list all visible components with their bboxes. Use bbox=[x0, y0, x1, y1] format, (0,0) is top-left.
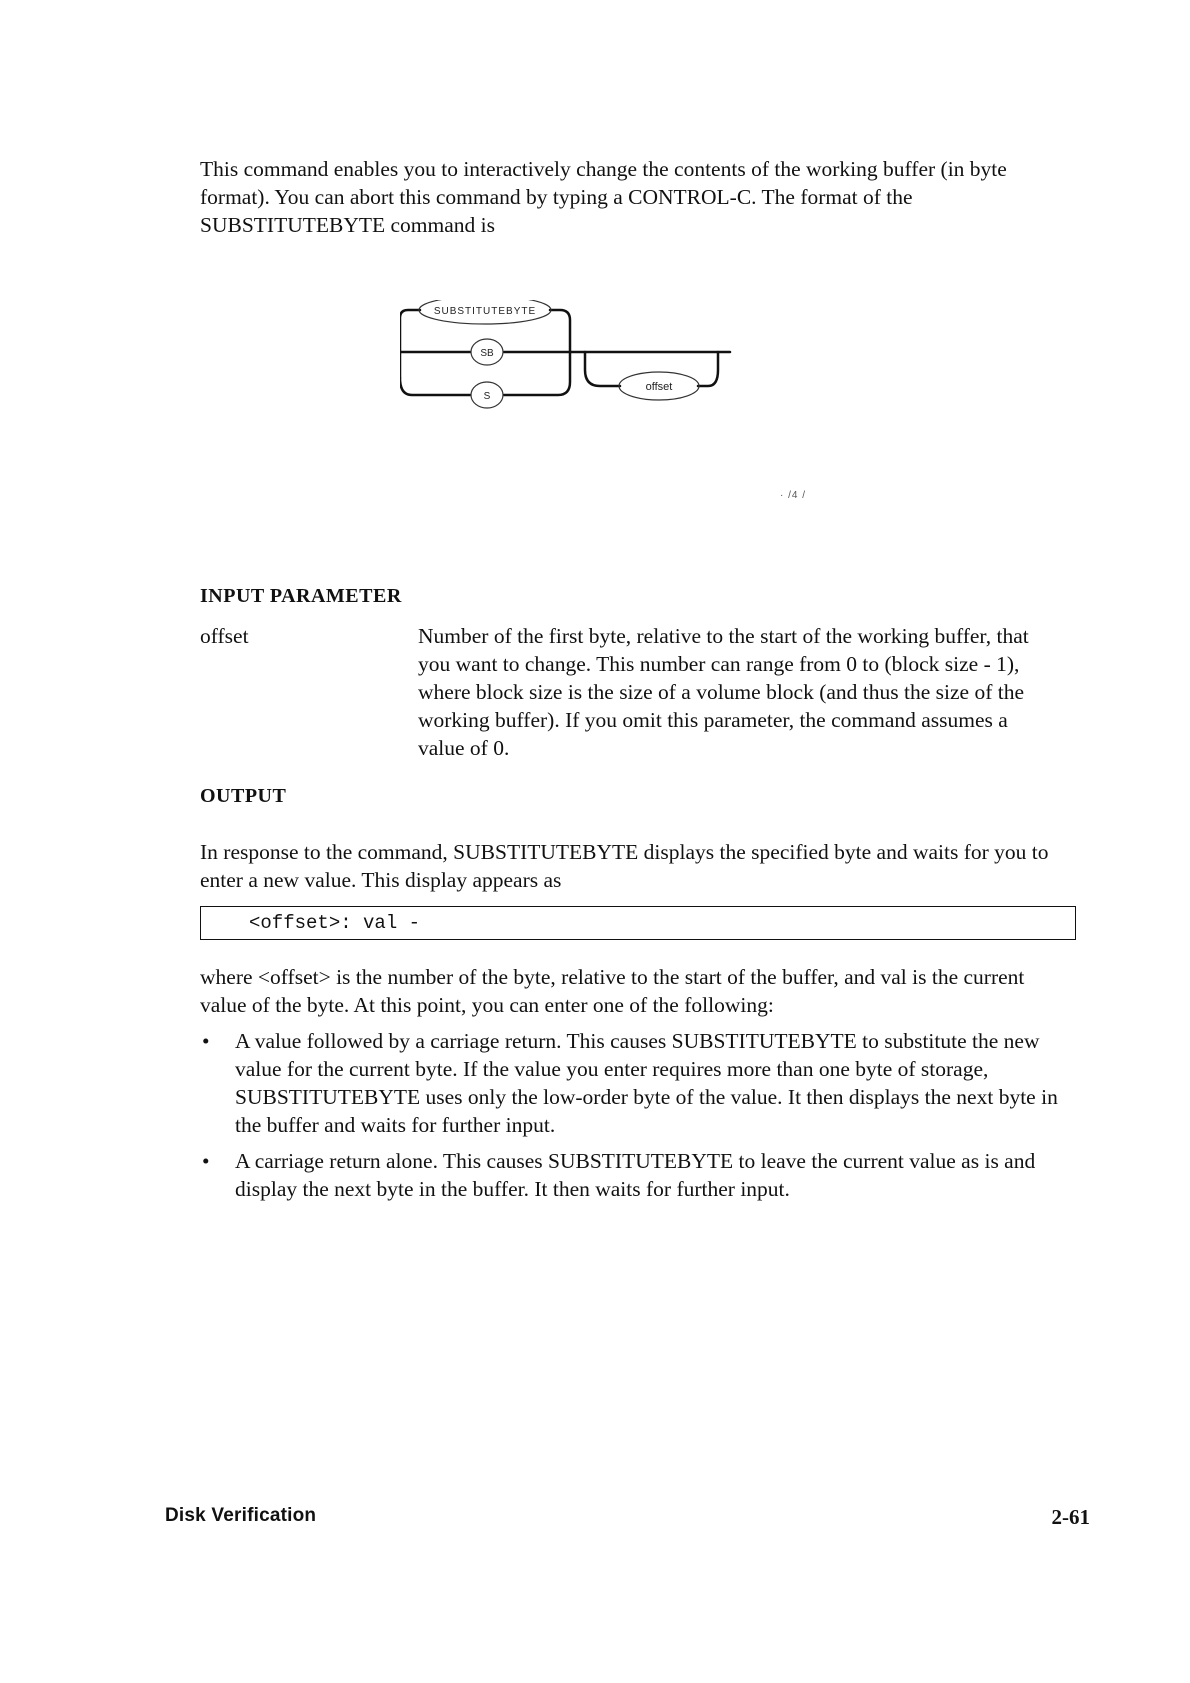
code-display-box bbox=[200, 906, 1076, 940]
keyword-s: S bbox=[483, 391, 491, 402]
input-parameter-heading: INPUT PARAMETER bbox=[200, 585, 402, 607]
param-description: Number of the first byte, relative to the start of the working buffer, that you want to change. This number can range from 0 to (block size - 1), where block size is the size of a volume block (and thus the size of the working buffer). If you omit this parameter, the command assumes a value of 0. bbox=[418, 624, 1029, 760]
footer-section-title: Disk Verification bbox=[165, 1505, 317, 1526]
bullet-icon: • bbox=[202, 1029, 210, 1053]
output-paragraph: In response to the command, SUBSTITUTEBYTE displays the specified byte and waits for you to enter a new value. This display appears as bbox=[200, 840, 1049, 892]
figure-id: · /4 / bbox=[780, 490, 807, 501]
keyword-substitutebyte: SUBSTITUTEBYTE bbox=[433, 306, 537, 317]
footer-page-number: 2-61 bbox=[1051, 1505, 1090, 1529]
syntax-diagram bbox=[400, 300, 820, 510]
code-line: <offset>: val - bbox=[249, 912, 421, 934]
list-item-text: A carriage return alone. This causes SUBSTITUTEBYTE to leave the current value as is and display the next byte in the buffer. It then waits for further input. bbox=[235, 1149, 1036, 1201]
where-paragraph: where <offset> is the number of the byte, relative to the start of the buffer, and val is the current value of the byte. At this point, you can enter one of the following: bbox=[200, 965, 1025, 1017]
param-name: offset bbox=[200, 624, 249, 648]
intro-paragraph: This command enables you to interactively change the contents of the working buffer (in byte format). You can abort this command by typing a CONTROL-C. The format of the SUBSTITUTEBYTE command is bbox=[200, 157, 1007, 237]
keyword-sb: SB bbox=[480, 348, 494, 359]
bullet-icon: • bbox=[202, 1149, 210, 1173]
list-item-text: A value followed by a carriage return. This causes SUBSTITUTEBYTE to substitute the new value for the current byte. If the value you enter requires more than one byte of storage, SUBSTITUTEBYTE uses only the low-order byte of the value. It then displays the next byte in the buffer and waits for further input. bbox=[235, 1029, 1058, 1137]
output-heading: OUTPUT bbox=[200, 785, 287, 807]
param-offset: offset bbox=[645, 381, 673, 393]
